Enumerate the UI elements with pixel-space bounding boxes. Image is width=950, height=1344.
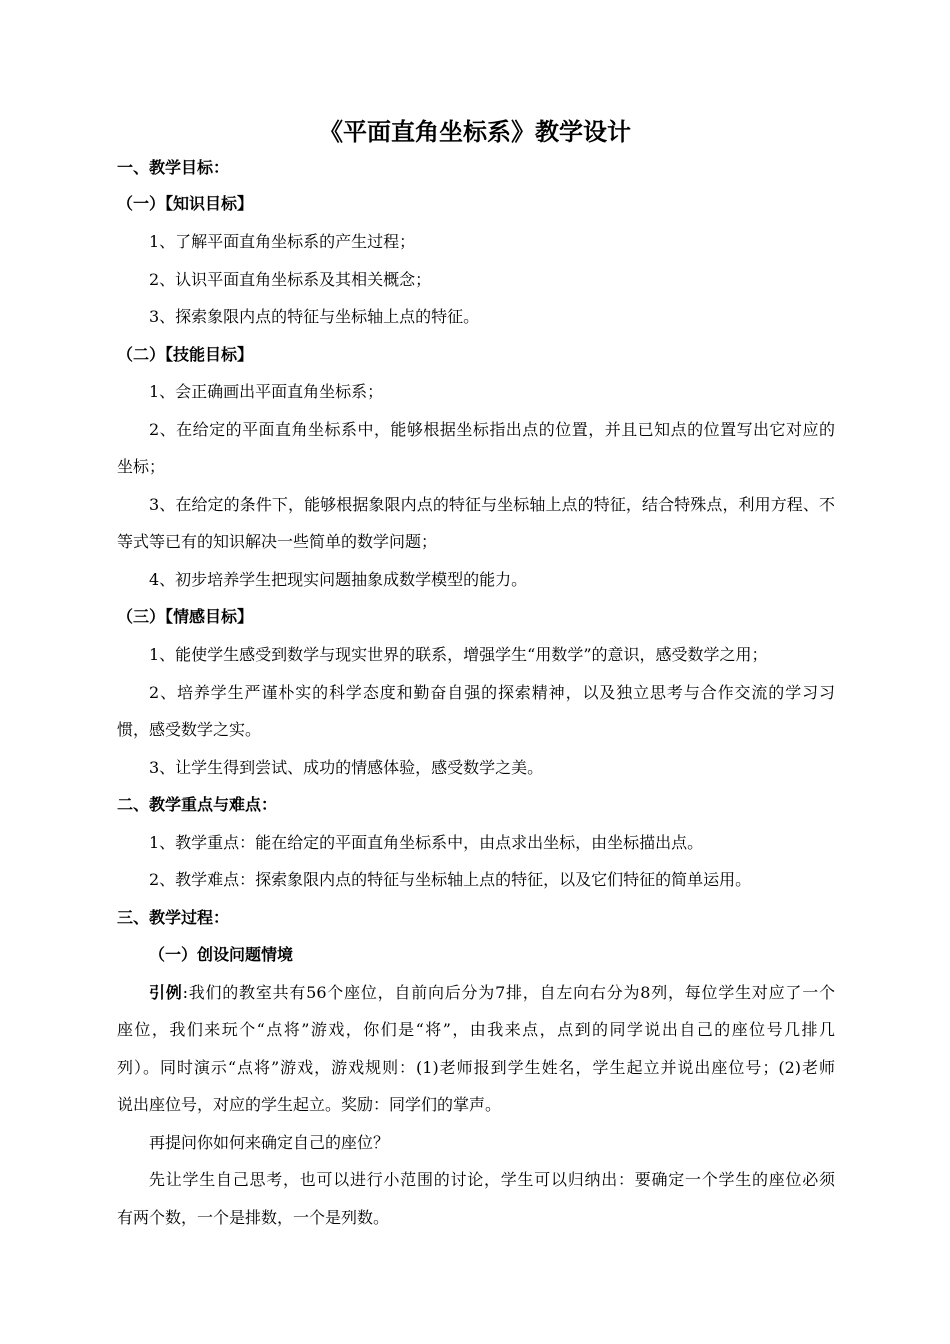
paragraph: 2、认识平面直角坐标系及其相关概念； [149, 270, 432, 289]
paragraph: 3、探索象限内点的特征与坐标轴上点的特征。 [149, 307, 480, 326]
paragraph-continuation: 等式等已有的知识解决一些简单的数学问题； [117, 532, 438, 551]
paragraph: 3、让学生得到尝试、成功的情感体验，感受数学之美。 [149, 758, 544, 777]
subheading-skills: （二）【技能目标】 [117, 345, 254, 364]
paragraph: 再提问你如何来确定自己的座位？ [149, 1133, 390, 1152]
paragraph-continuation: 坐标； [117, 457, 166, 476]
paragraph: 1、教学重点：能在给定的平面直角坐标系中，由点求出坐标，由坐标描出点。 [149, 833, 704, 852]
subheading-knowledge: （一）【知识目标】 [117, 194, 254, 213]
paragraph: 1、能使学生感受到数学与现实世界的联系，增强学生“用数学”的意识，感受数学之用； [149, 645, 768, 664]
paragraph-example [117, 983, 835, 1003]
document-title: 《平面直角坐标系》教学设计 [319, 118, 631, 146]
paragraph-continuation: 有两个数，一个是排数，一个是列数。 [117, 1208, 390, 1227]
section-heading-process: 三、教学过程： [117, 908, 230, 927]
section-heading-objectives: 一、教学目标： [117, 158, 230, 177]
paragraph-continuation: 座位，我们来玩个“点将”游戏，你们是“将”，由我来点，点到的同学说出自己的座位号几排几 [117, 1020, 835, 1039]
subheading-scenario: （一）创设问题情境 [149, 945, 294, 964]
paragraph: 先让学生自己思考，也可以进行小范围的讨论，学生可以归纳出：要确定一个学生的座位必须 [149, 1170, 835, 1189]
subheading-emotion: （三）【情感目标】 [117, 607, 254, 626]
paragraph: 1、了解平面直角坐标系的产生过程； [149, 232, 416, 251]
paragraph-continuation: 惯，感受数学之实。 [117, 720, 262, 739]
section-heading-key-points: 二、教学重点与难点： [117, 795, 278, 814]
paragraph: 2、教学难点：探索象限内点的特征与坐标轴上点的特征，以及它们特征的简单运用。 [149, 870, 752, 889]
example-text: :我们的教室共有56个座位，自前向后分为7排，自左向右分为8列，每位学生对应了一个 [182, 983, 835, 1002]
paragraph-continuation: 列）。同时演示“点将”游戏，游戏规则：(1)老师报到学生姓名，学生起立并说出座位号；(2)老师 [117, 1058, 835, 1077]
paragraph: 4、初步培养学生把现实问题抽象成数学模型的能力。 [149, 570, 528, 589]
example-label: 引例 [149, 983, 183, 1002]
paragraph-continuation: 说出座位号，对应的学生起立。奖励：同学们的掌声。 [117, 1095, 502, 1114]
paragraph: 3、在给定的条件下，能够根据象限内点的特征与坐标轴上点的特征，结合特殊点，利用方程、不 [149, 495, 835, 514]
paragraph: 2、在给定的平面直角坐标系中，能够根据坐标指出点的位置，并且已知点的位置写出它对应的 [149, 420, 835, 439]
paragraph: 1、会正确画出平面直角坐标系； [149, 382, 384, 401]
paragraph: 2、培养学生严谨朴实的科学态度和勤奋自强的探索精神，以及独立思考与合作交流的学习习 [149, 683, 835, 702]
